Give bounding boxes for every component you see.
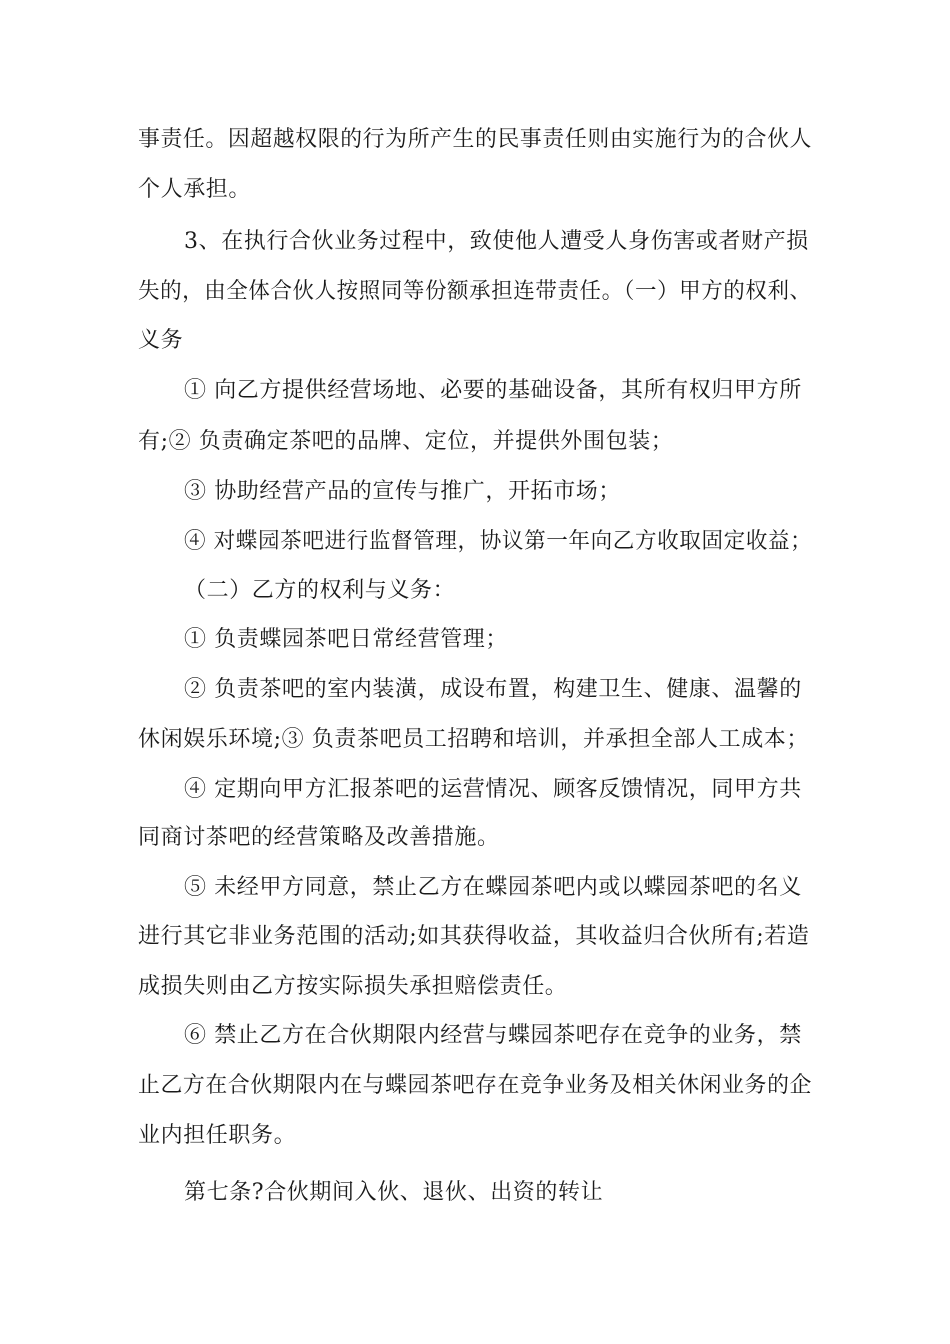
text-line: ④ 定期向甲方汇报茶吧的运营情况、顾客反馈情况，同甲方共 <box>184 777 802 802</box>
text-line: 义务 <box>138 328 184 353</box>
text-line: （二）乙方的权利与义务： <box>184 578 456 603</box>
text-line: 事责任。因超越权限的行为所产生的民事责任则由实施行为的合伙人 <box>138 127 813 152</box>
text-line: ④ 对蝶园茶吧进行监督管理，协议第一年向乙方收取固定收益； <box>184 529 813 554</box>
text-line: 业内担任职务。 <box>138 1123 297 1148</box>
text-line: ⑤ 未经甲方同意，禁止乙方在蝶园茶吧内或以蝶园茶吧的名义 <box>184 875 802 900</box>
text-line: 成损失则由乙方按实际损失承担赔偿责任。 <box>138 974 568 999</box>
text-line: ⑥ 禁止乙方在合伙期限内经营与蝶园茶吧存在竞争的业务，禁 <box>184 1023 802 1048</box>
text-line: ③ 协助经营产品的宣传与推广，开拓市场； <box>184 479 621 504</box>
section-heading: 第七条?合伙期间入伙、退伙、出资的转让 <box>184 1180 604 1205</box>
text-line: ① 负责蝶园茶吧日常经营管理； <box>184 627 508 652</box>
text-line: ② 负责茶吧的室内装潢，成设布置，构建卫生、健康、温馨的 <box>184 677 802 702</box>
text-line: 个人承担。 <box>138 177 252 202</box>
text-line: 同商讨茶吧的经营策略及改善措施。 <box>138 825 500 850</box>
text-line: 失的，由全体合伙人按照同等份额承担连带责任。（一）甲方的权利、 <box>138 279 812 304</box>
text-line: 3、在执行合伙业务过程中，致使他人遭受人身伤害或者财产损 <box>184 229 809 254</box>
text-line: 止乙方在合伙期限内在与蝶园茶吧存在竞争业务及相关休闲业务的企 <box>138 1073 813 1098</box>
text-line: 有;② 负责确定茶吧的品牌、定位，并提供外围包装； <box>138 429 674 454</box>
text-line: 进行其它非业务范围的活动;如其获得收益，其收益归合伙所有;若造 <box>138 924 810 949</box>
text-line: 休闲娱乐环境;③ 负责茶吧员工招聘和培训，并承担全部人工成本； <box>138 727 810 752</box>
text-line: ① 向乙方提供经营场地、必要的基础设备，其所有权归甲方所 <box>184 378 802 403</box>
